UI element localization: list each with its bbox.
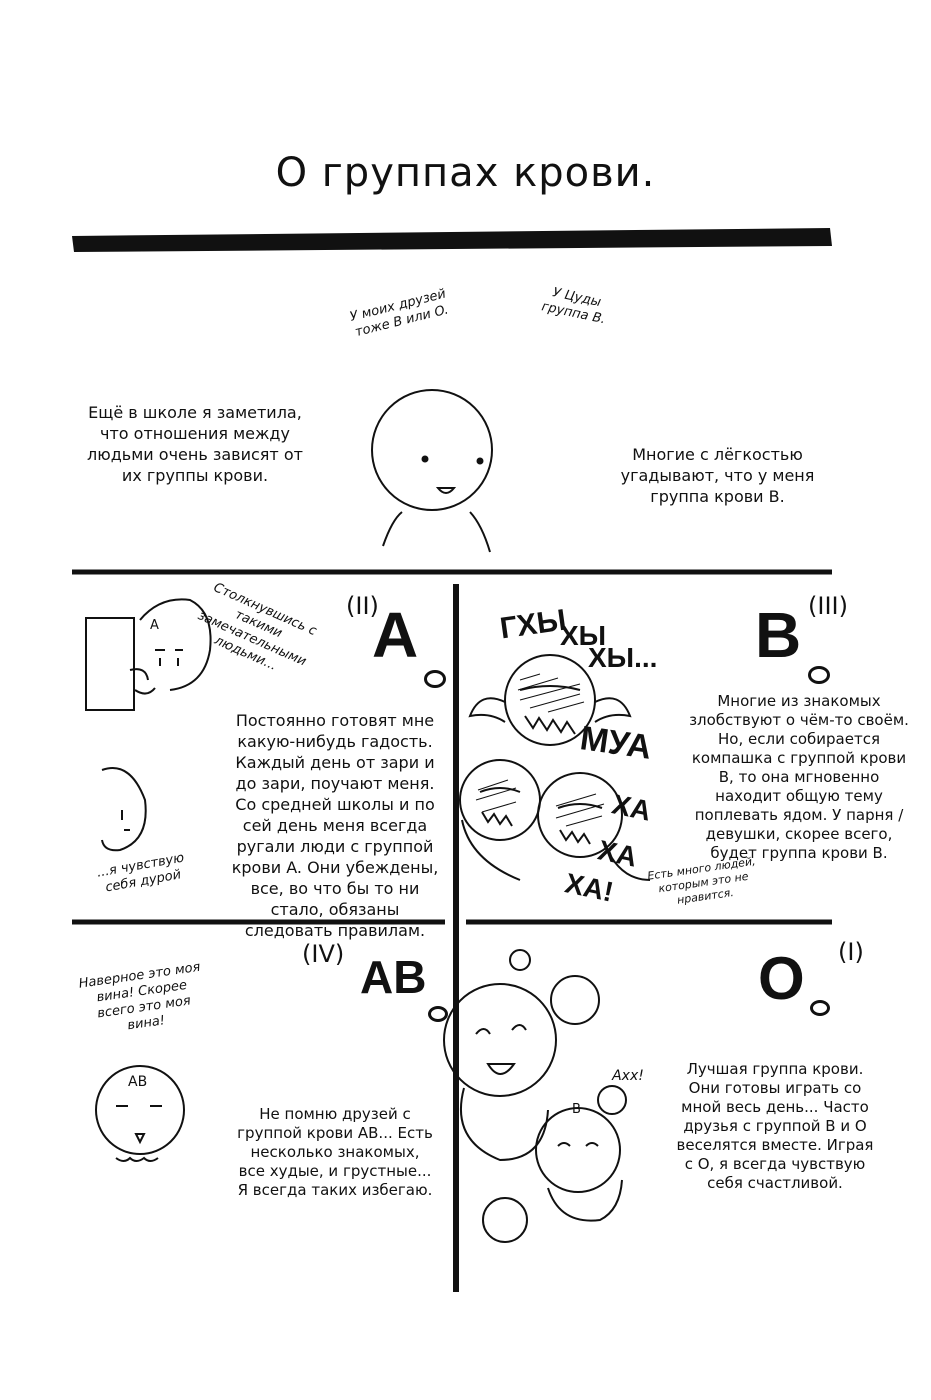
panel-o-drawing <box>444 950 626 1242</box>
sfx-gkhy: ГХЫ <box>497 603 569 646</box>
panel-a-roman: (II) <box>346 592 379 620</box>
sfx-khy-2: ХЫ... <box>588 642 658 673</box>
panel-a-letter-dot <box>424 670 446 688</box>
sfx-mua: МУА <box>577 719 654 767</box>
intro-right-text: Многие с лёгкостью угадывают, что у меня группа крови B. <box>620 445 815 506</box>
panel-o-letter: O <box>758 945 805 1012</box>
panel-a-face-label: A <box>150 618 159 633</box>
panel-o-roman: (I) <box>838 938 864 966</box>
panel-b-letter-dot <box>808 666 830 684</box>
sfx-kha-3: ХА! <box>562 867 617 908</box>
panel-b-text: Многие из знакомых злобствуют о чём-то своём. Но, если собирается компашка с группой крови B, то она мгновенно находит общую тему поплевать ядом. У парня / девушки, скорее всего, будет группа крови B. <box>689 692 909 862</box>
note-friends: У моих друзей тоже B или O. <box>348 286 451 341</box>
panel-ab-letter-dot <box>428 1006 448 1022</box>
page-title: О группах крови. <box>275 150 656 196</box>
panel-ab-text: Не помню друзей с группой крови AB... Есть несколько знакомых, все худые, и грустные... Я всегда таких избегаю. <box>237 1105 433 1199</box>
panel-b-letter: B <box>755 599 802 671</box>
panel-ab-note-fault: Наверное это моя вина! Скорее всего это моя вина! <box>77 959 202 1034</box>
panel-ab-letter: AB <box>360 951 427 1003</box>
note-tsuda: У Цуды группа B. <box>540 285 607 328</box>
panel-ab-roman: (IV) <box>302 940 345 968</box>
panel-a-letter: A <box>372 599 419 671</box>
panel-o-text: Лучшая группа крови. Они готовы играть со мной весь день... Часто друзья с группой B и O веселятся вместе. Играя с O, я всегда чувствую себя счастливой. <box>676 1060 874 1192</box>
panel-b-roman: (III) <box>808 592 848 620</box>
self-portrait <box>372 390 492 552</box>
panel-a-note-bump: Столкнувшись с такими замечательными людьми... <box>195 580 319 674</box>
sfx-kha-1: ХА <box>609 788 654 827</box>
sfx-kha-2: ХА <box>595 834 640 873</box>
panel-a-note-feel: ...я чувствую себя дурой <box>95 850 186 896</box>
panel-b-note-many: Есть много людей, которым это не нравится. <box>646 854 757 907</box>
panel-o-b-label: B <box>572 1102 581 1117</box>
panel-a-text: Постоянно готовят мне какую-нибудь гадость. Каждый день от зари и до зари, поучают меня. Со средней школы и по сей день меня всегда ругали люди с группой крови A. Они убеждены, все, во что бы то ни стало, обязаны следовать правилам. <box>231 711 439 940</box>
sfx-khy-1: ХЫ <box>560 620 607 651</box>
panel-ab-face-label: AB <box>128 1074 148 1090</box>
sfx-akh: Ахх! <box>612 1068 644 1084</box>
intro-left-text: Ещё в школе я заметила, что отношения между людьми очень зависят от их группы крови. <box>87 403 303 485</box>
title-underline <box>72 228 832 252</box>
panel-o-letter-dot <box>810 1000 830 1016</box>
